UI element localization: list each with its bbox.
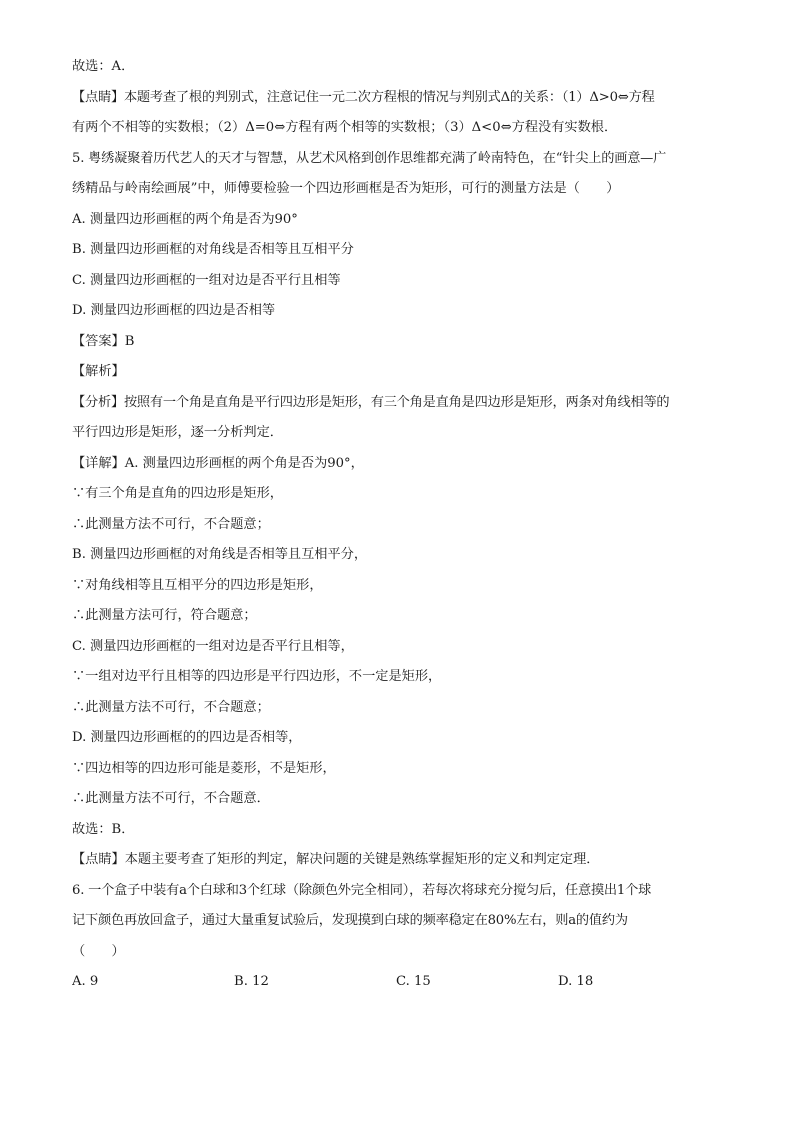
text-line: 有两个不相等的实数根；（2）Δ=0⇔方程有两个相等的实数根；（3）Δ<0⇔方程没有实数根．: [72, 120, 618, 135]
choice-a: A. 9: [72, 974, 99, 989]
text-line: ∴此测量方法不可行，不合题意；: [72, 699, 270, 715]
answer-line: 【答案】B: [72, 333, 135, 349]
text-line: 【点睛】本题主要考查了矩形的判定，解决问题的关键是熟练掌握矩形的定义和判定定理．: [72, 852, 600, 867]
text-line: ∴此测量方法不可行，不合题意．: [72, 791, 270, 806]
option-d: D. 测量四边形画框的四边是否相等: [72, 303, 276, 318]
question-6-stem: 6. 一个盒子中装有a个白球和3个红球（除颜色外完全相同），若每次将球充分搅匀后，任意摸出1个球: [72, 882, 652, 898]
document-body: [72, 52, 726, 998]
option-a: A. 测量四边形画框的两个角是否为90°: [72, 211, 298, 227]
text-line: D. 测量四边形画框的的四边是否相等，: [72, 730, 302, 745]
analysis-heading: 【解析】: [72, 364, 125, 379]
question-5-stem-cont: 绣精品与岭南绘画展”中，师傅要检验一个四边形画框是否为矩形，可行的测量方法是（ ）: [72, 181, 620, 196]
text-line: ∵有三个角是直角的四边形是矩形，: [72, 486, 283, 501]
answer-blank: （ ）: [72, 943, 125, 959]
option-b: B. 测量四边形画框的对角线是否相等且互相平分: [72, 242, 354, 257]
text-line: B. 测量四边形画框的对角线是否相等且互相平分，: [72, 547, 368, 562]
choice-b: B. 12: [234, 974, 269, 989]
choice-c: C. 15: [396, 974, 431, 989]
text-line: ∵一组对边平行且相等的四边形是平行四边形，不一定是矩形，: [72, 669, 442, 684]
text-line: C. 测量四边形画框的一组对边是否平行且相等，: [72, 638, 354, 654]
text-line: 故选：B．: [72, 821, 135, 837]
choice-d: D. 18: [558, 974, 594, 989]
question-5-stem: 5. 粤绣凝聚着历代艺人的天才与智慧，从艺术风格到创作思维都充满了岭南特色，在“针尖上的画意—广: [72, 150, 667, 166]
text-line: ∵四边相等的四边形可能是菱形，不是矩形，: [72, 760, 336, 776]
text-line: ∵对角线相等且互相平分的四边形是矩形，: [72, 577, 323, 593]
text-line: ∴此测量方法不可行，不合题意；: [72, 516, 270, 532]
text-line: ∴此测量方法可行，符合题意；: [72, 608, 257, 623]
text-line: 故选：A．: [72, 59, 135, 74]
question-6-choices: [72, 967, 726, 998]
question-6-stem-cont: 记下颜色再放回盒子，通过大量重复试验后，发现摸到白球的频率稳定在80%左右，则a的值约为: [72, 913, 628, 928]
text-line: 【详解】A. 测量四边形画框的两个角是否为90°，: [72, 455, 364, 471]
text-line: 平行四边形是矩形，逐一分析判定．: [72, 425, 283, 440]
text-line: 【点睛】本题考查了根的判别式，注意记住一元二次方程根的情况与判别式Δ的关系：（1）Δ>0⇔方程: [72, 89, 655, 105]
text-line: 【分析】按照有一个角是直角是平行四边形是矩形，有三个角是直角是四边形是矩形，两条对角线相等的: [72, 394, 670, 410]
option-c: C. 测量四边形画框的一组对边是否平行且相等: [72, 272, 341, 288]
